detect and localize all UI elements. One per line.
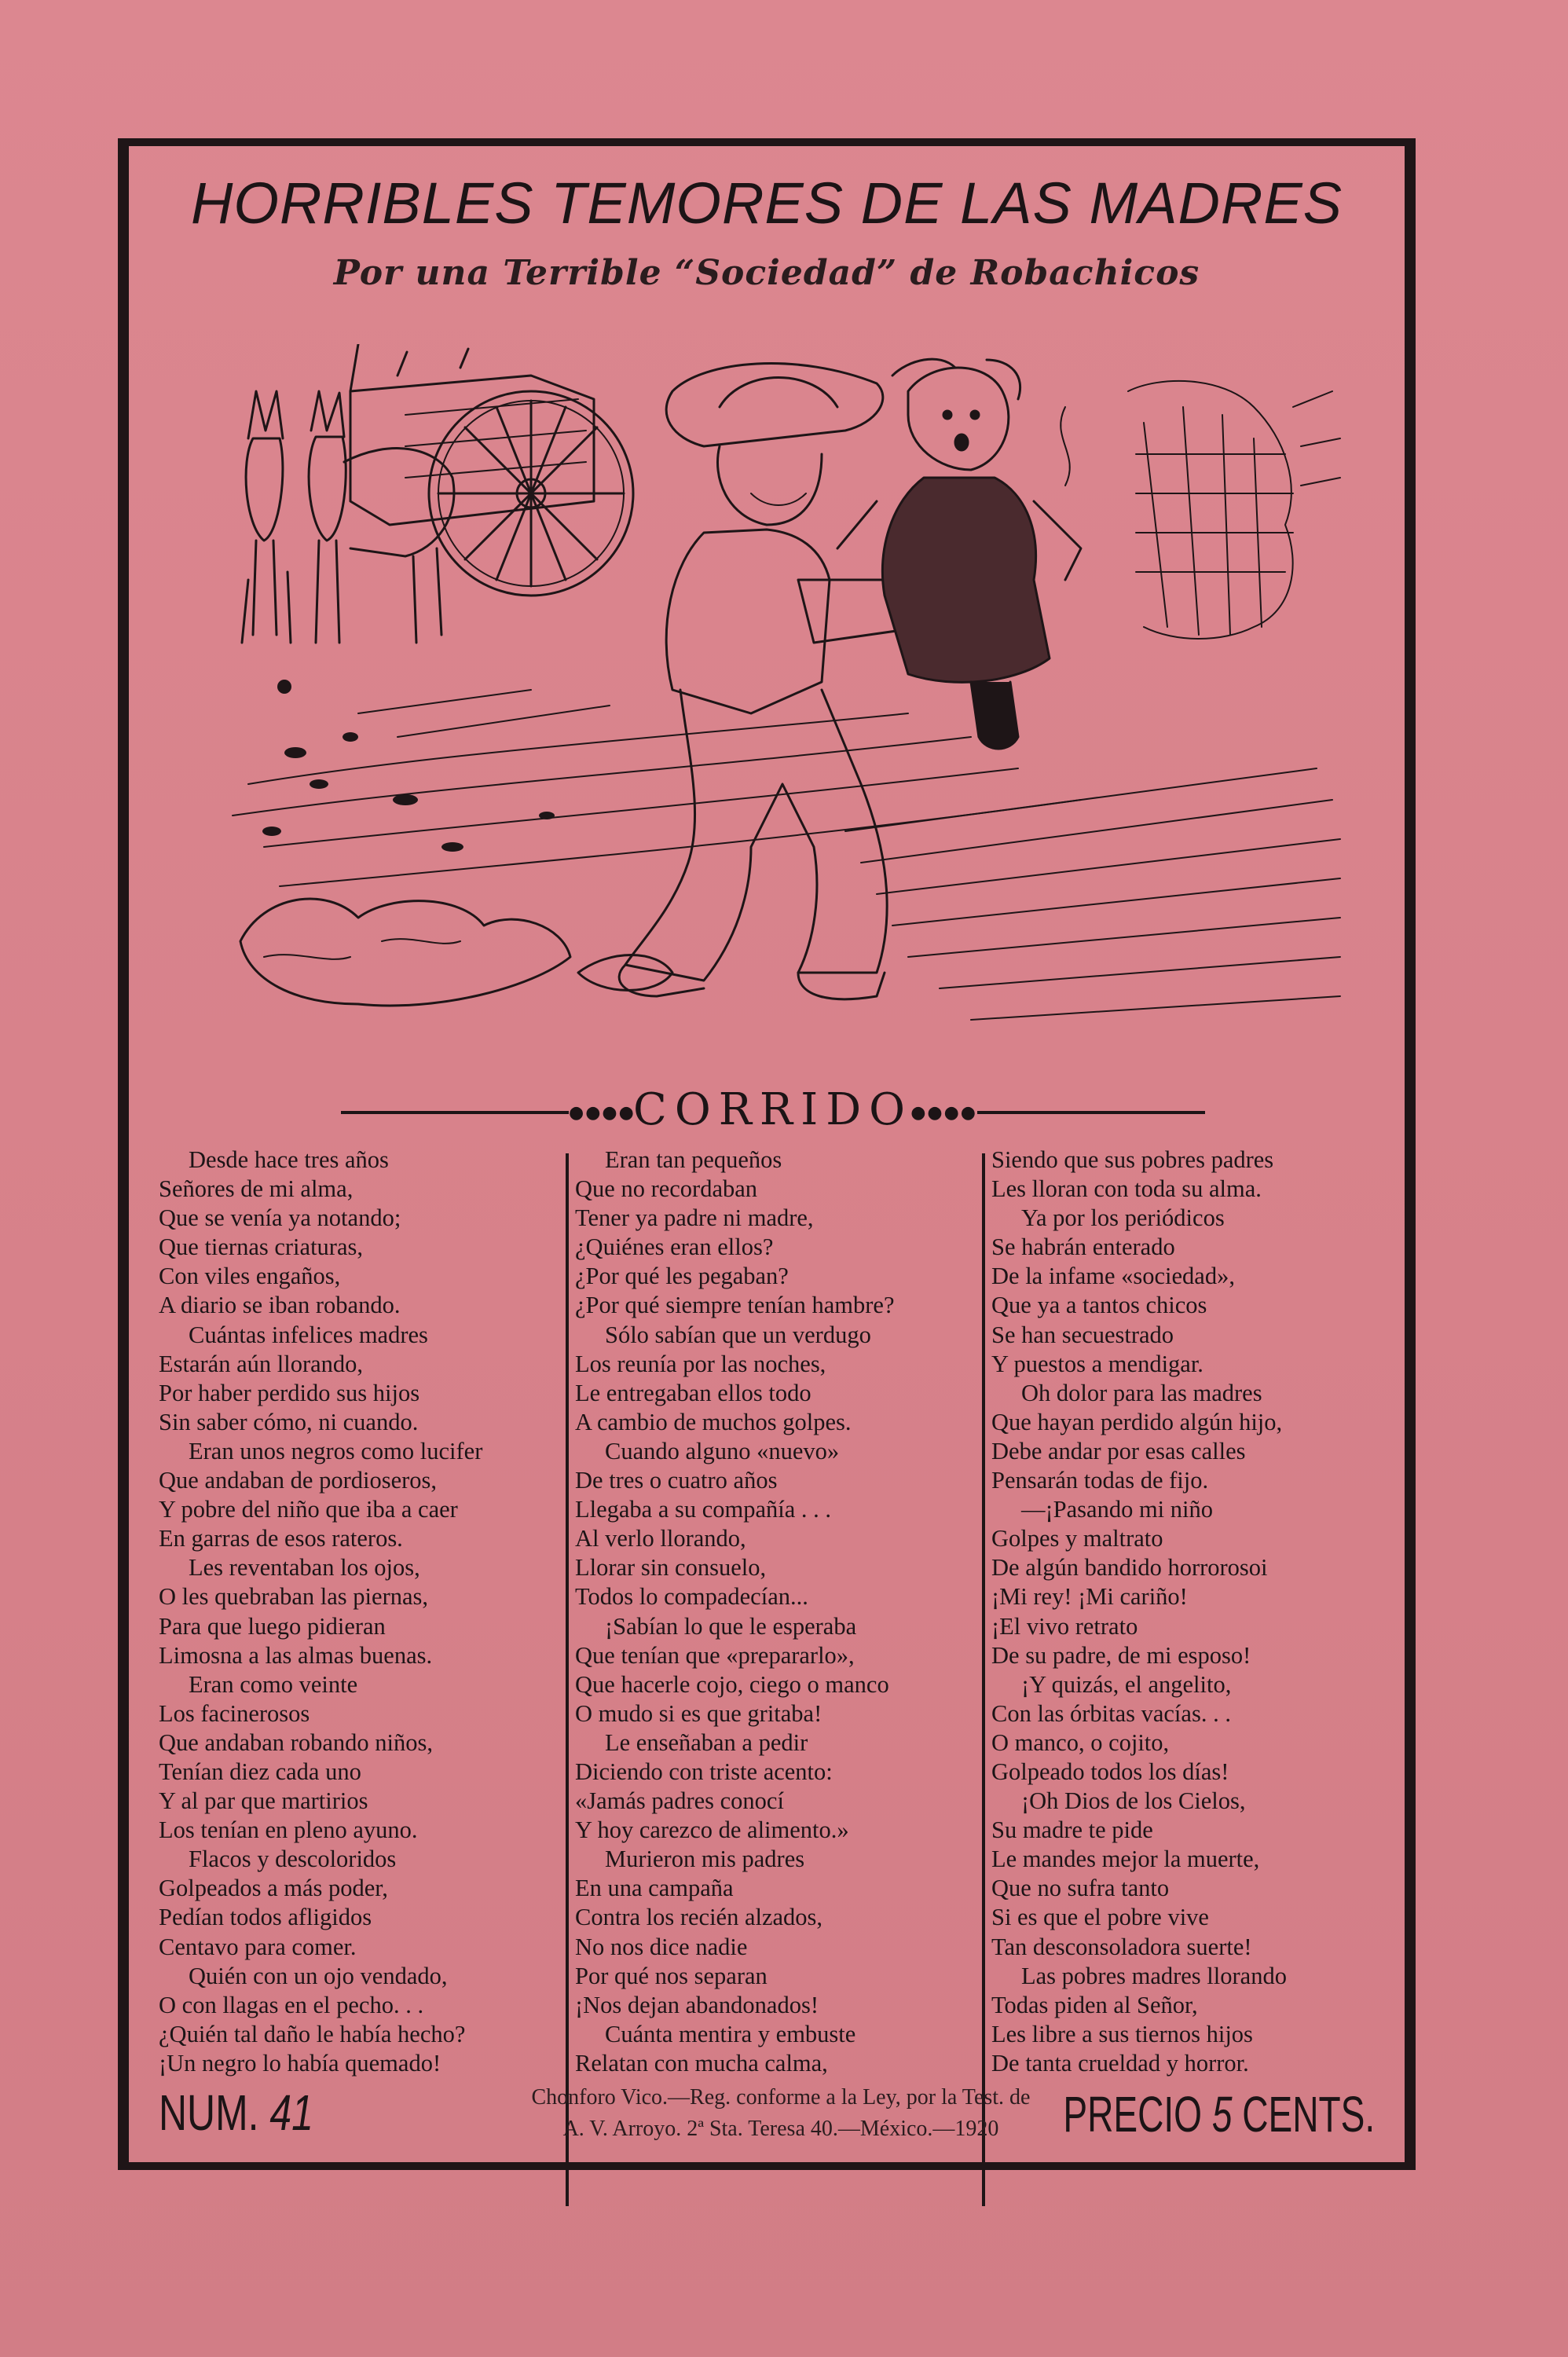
verse-line: Los facinerosos [159,1699,310,1727]
verse-line: Que no sufra tanto [991,1875,1170,1902]
verse-line: Le entregaban ellos todo [575,1379,811,1406]
verse-line: Contra los recién alzados, [575,1904,823,1931]
roadside-stones [262,680,555,852]
verse-line: Les lloran con toda su alma. [991,1175,1262,1203]
verse-line: Si es que el pobre vive [991,1904,1209,1931]
verse-line: Todos lo compadecían... [575,1583,808,1611]
verse-line: Estarán aún llorando, [159,1350,364,1377]
verse-line: Se han secuestrado [991,1321,1174,1348]
mules [242,391,454,643]
verse-line: Llorar sin consuelo, [575,1554,767,1582]
verse-line: Pensarán todas de fijo. [991,1467,1209,1494]
verse-line: En garras de esos rateros. [159,1525,403,1552]
verse-line: Sólo sabían que un verdugo [605,1321,871,1348]
verse-column-2 [575,1146,984,2214]
heading-ornament-left: ●●●● [569,1103,636,1123]
verse-line: Flacos y descoloridos [189,1846,397,1873]
column-divider [566,1153,569,2206]
verse-line: De tanta crueldad y horror. [991,2049,1249,2077]
verse-line: De tres o cuatro años [575,1467,778,1494]
verse-line: Siendo que sus pobres padres [991,1146,1274,1173]
ground-hatching [233,690,1340,1020]
man-carrying-child [619,364,924,999]
verse-line: A cambio de muchos golpes. [575,1408,852,1435]
verse-line: A diario se iban robando. [159,1292,401,1319]
price [1063,2085,1375,2143]
verse-line: O manco, o cojito, [991,1728,1170,1756]
price-unit: CENTS. [1242,2086,1375,2143]
verse-line: Le mandes mejor la muerte, [991,1846,1260,1873]
issue-number-value: 41 [269,2084,313,2141]
verse-line: Les libre a sus tiernos hijos [991,2020,1253,2047]
verse-line: ¡Sabían lo que le esperaba [605,1612,857,1640]
corrido-columns [159,1146,1400,2214]
verse-line: —¡Pasando mi niño [1021,1496,1213,1523]
verse-line: Por qué nos separan [575,1962,768,1989]
verse-line: Que no recordaban [575,1175,758,1203]
verse-line: Al verlo llorando, [575,1525,746,1552]
verse-line: Cuántas infelices madres [189,1321,428,1348]
verse-line: O les quebraban las piernas, [159,1583,429,1611]
verse-line: Relatan con mucha calma, [575,2049,828,2077]
verse-line: ¡Y quizás, el angelito, [1021,1670,1232,1698]
verse-line: Cuando alguno «nuevo» [605,1437,840,1464]
verse-line: Ya por los periódicos [1021,1204,1225,1232]
verse-line: En una campaña [575,1875,734,1902]
imprint-line-1: Chonforo Vico.—Reg. conforme a la Ley, por la Test. de [531,2085,1031,2110]
verse-line: Limosna a las almas buenas. [159,1641,433,1669]
verse-line: Debe andar por esas calles [991,1437,1246,1464]
verse-line: Con viles engaños, [159,1263,341,1290]
verse-line: Señores de mi alma, [159,1175,354,1203]
verse-line: Que andaban robando niños, [159,1728,433,1756]
verse-line: ¡El vivo retrato [991,1612,1138,1640]
verse-line: Por haber perdido sus hijos [159,1379,420,1406]
verse-line: Los reunía por las noches, [575,1350,826,1377]
verse-line: Y pobre del niño que iba a caer [159,1496,458,1523]
verse-line: Que hayan perdido algún hijo, [991,1408,1283,1435]
corrido-heading-block [341,1084,1205,1139]
page-title: HORRIBLES TEMORES DE LAS MADRES [190,170,1343,236]
verse-column-3 [991,1146,1400,2214]
verse-line: Se habrán enterado [991,1233,1175,1261]
verse-line: O con llagas en el pecho. . . [159,1991,424,2018]
verse-line: Todas piden al Señor, [991,1991,1198,2018]
verse-line: Eran unos negros como lucifer [189,1437,483,1464]
verse-line: Y puestos a mendigar. [991,1350,1203,1377]
verse-line: Desde hace tres años [189,1146,389,1173]
verse-line: Tan desconsoladora suerte! [991,1933,1252,1960]
verse-line: ¿Por qué siempre tenían hambre? [575,1292,895,1319]
verse-line: ¡Mi rey! ¡Mi cariño! [991,1583,1188,1611]
verse-line: Que tenían que «prepararlo», [575,1641,855,1669]
verse-line: Golpeados a más poder, [159,1875,388,1902]
engraving-illustration [201,344,1348,1058]
verse-line: Que andaban de pordioseros, [159,1467,438,1494]
background-trees [1061,381,1340,639]
verse-line: Tenían diez cada uno [159,1758,361,1785]
verse-line: Que se venía ya notando; [159,1204,401,1232]
footer [129,2077,1405,2156]
verse-line: «Jamás padres conocí [575,1787,784,1815]
verse-line: Para que luego pidieran [159,1612,386,1640]
verse-line: Las pobres madres llorando [1021,1962,1287,1989]
verse-line: ¿Quién tal daño le había hecho? [159,2020,466,2047]
price-value: 5 [1211,2086,1233,2143]
verse-line: Y hoy carezco de alimento.» [575,1816,849,1844]
verse-line: O mudo si es que gritaba! [575,1699,822,1727]
price-label: PRECIO [1063,2086,1202,2143]
page-subtitle: Por una Terrible “Sociedad” de Robachicos [333,253,1200,293]
verse-line: De su padre, de mi esposo! [991,1641,1251,1669]
verse-line: Le enseñaban a pedir [605,1728,808,1756]
verse-line: Quién con un ojo vendado, [189,1962,448,1989]
verse-line: Y al par que martirios [159,1787,368,1815]
verse-line: Tener ya padre ni madre, [575,1204,814,1232]
verse-line: Golpes y maltrato [991,1525,1163,1552]
verse-column-1 [159,1146,567,2214]
issue-number [159,2084,313,2142]
verse-line: Eran como veinte [189,1670,358,1698]
verse-line: Pedían todos afligidos [159,1904,372,1931]
heading-rule-right [977,1111,1205,1114]
verse-line: Que tiernas criaturas, [159,1233,363,1261]
issue-number-label: NUM. [159,2084,259,2141]
verse-line: De algún bandido horrorosoi [991,1554,1268,1582]
broadside-frame [118,138,1416,2170]
verse-line: Con las órbitas vacías. . . [991,1699,1231,1727]
verse-line: De la infame «sociedad», [991,1263,1235,1290]
verse-line: Cuánta mentira y embuste [605,2020,856,2047]
section-heading: CORRIDO [632,1084,913,1135]
verse-line: No nos dice nadie [575,1933,748,1960]
verse-line: Su madre te pide [991,1816,1153,1844]
verse-line: ¡Oh Dios de los Cielos, [1021,1787,1246,1815]
foreground-rocks [240,899,672,1006]
heading-ornament-right: ●●●● [910,1103,977,1123]
verse-line: Los tenían en pleno ayuno. [159,1816,418,1844]
verse-line: ¡Nos dejan abandonados! [575,1991,819,2018]
verse-line: Oh dolor para las madres [1021,1379,1262,1406]
verse-line: Golpeado todos los días! [991,1758,1229,1785]
ox-cart [350,344,633,596]
imprint-line-2: A. V. Arroyo. 2ª Sta. Teresa 40.—México.—1920 [562,2117,999,2141]
verse-line: Sin saber cómo, ni cuando. [159,1408,419,1435]
verse-line: Eran tan pequeños [605,1146,782,1173]
verse-line: Murieron mis padres [605,1846,805,1873]
verse-line: Diciendo con triste acento: [575,1758,833,1785]
verse-line: ¿Quiénes eran ellos? [575,1233,774,1261]
verse-line: Que ya a tantos chicos [991,1292,1207,1319]
verse-line: Les reventaban los ojos, [189,1554,420,1582]
verse-line: ¿Por qué les pegaban? [575,1263,789,1290]
verse-line: Centavo para comer. [159,1933,357,1960]
column-divider [982,1153,985,2206]
child [837,359,1081,749]
verse-line: ¡Un negro lo había quemado! [159,2049,441,2077]
verse-line: Que hacerle cojo, ciego o manco [575,1670,889,1698]
verse-line: Llegaba a su compañía . . . [575,1496,832,1523]
